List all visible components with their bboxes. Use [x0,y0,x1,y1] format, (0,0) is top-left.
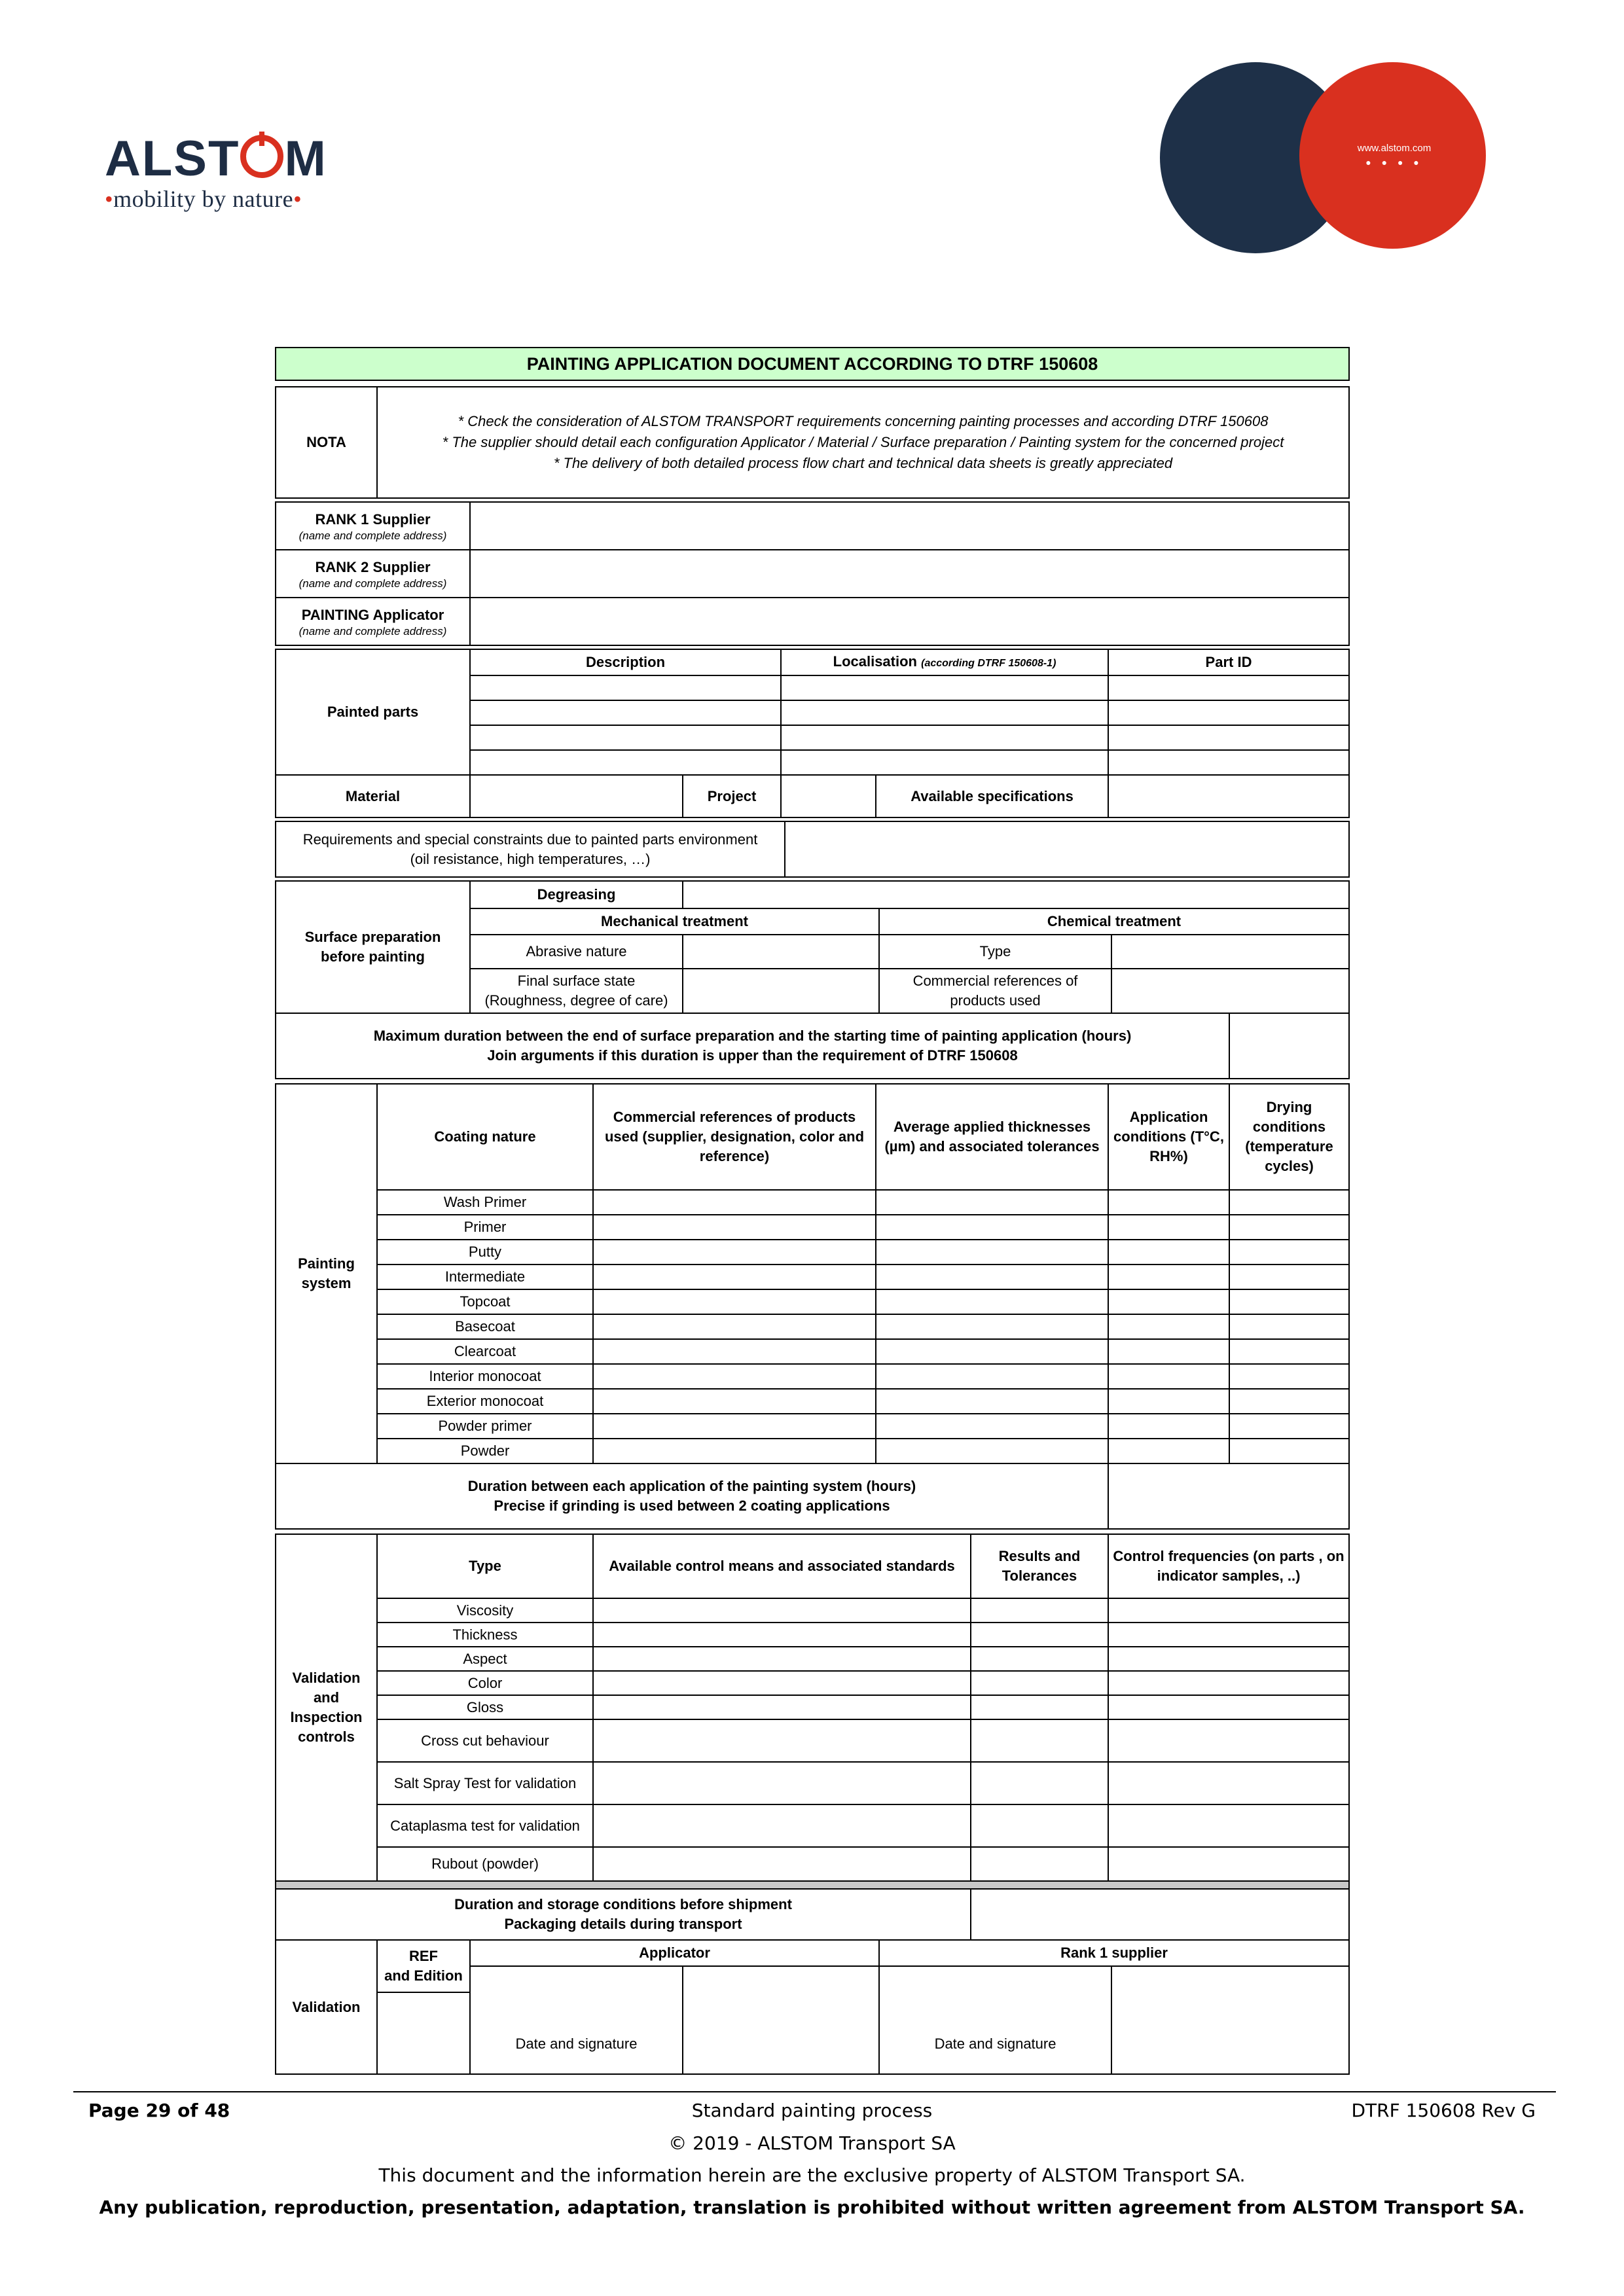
col-control-frequencies: Control frequencies (on parts , on indicator samples, ..) [1108,1534,1349,1598]
decorative-circle-red [1299,62,1486,249]
painted-parts-table [275,649,1350,818]
coating-cell[interactable] [876,1389,1108,1414]
coating-cell[interactable] [1229,1190,1349,1215]
inspection-cell[interactable] [971,1847,1108,1881]
nota-line: * The delivery of both detailed process flow chart and technical data sheets is greatly appreciated [553,455,1173,471]
painting-system-label [276,1084,377,1463]
description-cell[interactable] [470,700,781,725]
inspection-row-label: Thickness [377,1623,593,1647]
duration-between-line: Precise if grinding is used between 2 coating applications [494,1498,890,1514]
final-surface-line: (Roughness, degree of care) [484,992,668,1009]
property-notice: This document and the information herein are the exclusive property of ALSTOM Transport SA. [378,2164,1246,2186]
duration-between-line: Duration between each application of the painting system (hours) [467,1478,916,1494]
coating-cell[interactable] [876,1265,1108,1289]
coating-row-label: Powder [377,1439,593,1463]
applicator-signature-field[interactable] [683,1966,879,2074]
coating-cell[interactable] [1229,1389,1349,1414]
requirements-line: Requirements and special constraints due to painted parts environment [302,831,758,848]
chemical-type-label: Type [879,935,1111,969]
inspection-cell[interactable] [971,1762,1108,1804]
max-duration-table [275,1013,1350,1079]
painting-system-table [275,1083,1350,1464]
painting-system-line: Painting [298,1255,355,1272]
inspection-line: Inspection [290,1709,363,1725]
max-duration-line: Maximum duration between the end of surface preparation and the starting time of painting application (hours) [373,1028,1132,1044]
col-description: Description [470,649,781,675]
inspection-cell[interactable] [1108,1695,1349,1719]
degreasing-field[interactable] [683,881,1349,908]
col-commercial-references: Commercial references of products used (supplier, designation, color and reference) [593,1084,876,1190]
specifications-field[interactable] [1108,775,1349,817]
inspection-cell[interactable] [971,1671,1108,1695]
reproduction-warning: Any publication, reproduction, presentation, adaptation, translation is prohibited without written agreement from ALSTOM Transport SA. [99,2197,1525,2218]
ref-line: and Edition [384,1967,463,1984]
inspection-row-label: Gloss [377,1695,593,1719]
coating-cell[interactable] [1108,1314,1229,1339]
chemical-treatment-header: Chemical treatment [879,908,1349,935]
nota-label: NOTA [276,387,377,498]
inspection-row-label: Rubout (powder) [377,1847,593,1881]
inspection-cell[interactable] [1108,1647,1349,1671]
document-reference: DTRF 150608 Rev G [1351,2100,1536,2121]
inspection-cell[interactable] [971,1695,1108,1719]
abrasive-nature-label: Abrasive nature [470,935,683,969]
shipment-line: Packaging details during transport [504,1916,742,1932]
inspection-row-label: Cross cut behaviour [377,1719,593,1762]
inspection-row-label: Color [377,1671,593,1695]
coating-cell[interactable] [1108,1364,1229,1389]
inspection-cell[interactable] [593,1847,971,1881]
rank2-supplier-label [276,550,470,598]
col-localisation-title: Localisation [833,653,917,670]
inspection-cell[interactable] [593,1762,971,1804]
painting-application-form [275,347,1350,2075]
inspection-table [275,1534,1350,1882]
footer-rule [73,2091,1556,2092]
coating-cell[interactable] [876,1314,1108,1339]
inspection-cell[interactable] [593,1647,971,1671]
form-title: PAINTING APPLICATION DOCUMENT ACCORDING TO DTRF 150608 [276,348,1349,380]
applicator-title: PAINTING Applicator [301,606,444,623]
col-results: Results and Tolerances [971,1534,1108,1598]
coating-cell[interactable] [593,1289,876,1314]
inspection-cell[interactable] [971,1623,1108,1647]
description-cell[interactable] [470,725,781,750]
coating-cell[interactable] [1229,1240,1349,1265]
inspection-cell[interactable] [971,1719,1108,1762]
final-surface-field[interactable] [683,969,879,1013]
coating-cell[interactable] [876,1439,1108,1463]
rank2-supplier-title: RANK 2 Supplier [315,558,431,575]
final-surface-line: Final surface state [517,973,636,989]
inspection-cell[interactable] [1108,1598,1349,1623]
shipment-field[interactable] [971,1889,1349,1940]
painted-parts-label: Painted parts [276,649,470,775]
coating-cell[interactable] [593,1389,876,1414]
ref-edition-label [377,1940,470,1992]
coating-cell[interactable] [593,1439,876,1463]
final-surface-label [470,969,683,1013]
coating-row-label: Primer [377,1215,593,1240]
max-duration-field[interactable] [1229,1013,1349,1079]
validation-table [275,1939,1350,2075]
logo-word-start: ALST [105,131,240,187]
requirements-label [276,821,785,877]
coating-cell[interactable] [1108,1339,1229,1364]
inspection-cell[interactable] [593,1598,971,1623]
coating-cell[interactable] [1108,1439,1229,1463]
commercial-references-label [879,969,1111,1013]
coating-cell[interactable] [1229,1215,1349,1240]
coating-cell[interactable] [876,1190,1108,1215]
page-number: Page 29 of 48 [88,2100,230,2121]
requirements-table [275,821,1350,878]
col-localisation [781,649,1108,675]
coating-cell[interactable] [1229,1364,1349,1389]
duration-between-field[interactable] [1108,1463,1349,1529]
coating-cell[interactable] [593,1364,876,1389]
copyright: © 2019 - ALSTOM Transport SA [668,2132,956,2154]
col-part-id: Part ID [1108,649,1349,675]
coating-cell[interactable] [1108,1414,1229,1439]
coating-row-label: Intermediate [377,1265,593,1289]
rank1-supplier-title: RANK 1 Supplier [315,511,431,528]
col-type: Type [377,1534,593,1598]
inspection-cell[interactable] [593,1719,971,1762]
power-icon [240,135,283,178]
inspection-cell[interactable] [1108,1623,1349,1647]
title-table [275,347,1350,381]
commercial-ref-line: Commercial references of [912,973,1078,989]
inspection-row-label: Cataplasma test for validation [377,1804,593,1847]
col-drying-conditions: Drying conditions (temperature cycles) [1229,1084,1349,1190]
coating-cell[interactable] [876,1240,1108,1265]
localisation-cell[interactable] [781,700,1108,725]
coating-row-label: Powder primer [377,1414,593,1439]
rank1-supplier-label [276,502,470,550]
coating-cell[interactable] [1108,1190,1229,1215]
applicator-sub: (name and complete address) [298,624,447,637]
max-duration-line: Join arguments if this duration is upper than the requirement of DTRF 150608 [487,1047,1018,1064]
coating-row-label: Topcoat [377,1289,593,1314]
coating-cell[interactable] [593,1265,876,1289]
coating-cell[interactable] [593,1215,876,1240]
specifications-label: Available specifications [876,775,1108,817]
supplier-signature-field[interactable] [1111,1966,1349,2074]
col-application-conditions: Application conditions (T°C, RH%) [1108,1084,1229,1190]
rank1-supplier-sub: (name and complete address) [298,529,447,542]
requirements-line: (oil resistance, high temperatures, …) [410,850,651,867]
duration-between-label [276,1463,1108,1529]
coating-cell[interactable] [593,1314,876,1339]
nota-line: * The supplier should detail each configuration Applicator / Material / Surface preparation / Painting system for the concerned project [442,434,1284,450]
inspection-cell[interactable] [593,1804,971,1847]
nota-text [377,387,1349,498]
part-id-cell[interactable] [1108,725,1349,750]
shipment-table [275,1888,1350,1941]
coating-cell[interactable] [1108,1289,1229,1314]
coating-cell[interactable] [1229,1339,1349,1364]
col-coating-nature: Coating nature [377,1084,593,1190]
inspection-line: controls [298,1729,355,1745]
validation-label: Validation [276,1940,377,2074]
inspection-line: and [313,1689,340,1706]
surface-prep-table [275,880,1350,1014]
coating-cell[interactable] [876,1364,1108,1389]
surface-prep-line: Surface preparation [304,929,441,945]
supplier-date-signature[interactable]: Date and signature [879,1966,1111,2074]
col-control-means: Available control means and associated standards [593,1534,971,1598]
part-id-cell[interactable] [1108,675,1349,700]
applicator-field[interactable] [470,598,1349,645]
abrasive-nature-field[interactable] [683,935,879,969]
coating-cell[interactable] [593,1240,876,1265]
inspection-cell[interactable] [1108,1847,1349,1881]
rank1-supplier-field[interactable] [470,502,1349,550]
coating-row-label: Basecoat [377,1314,593,1339]
project-label: Project [683,775,781,817]
coating-row-label: Exterior monocoat [377,1389,593,1414]
inspection-cell[interactable] [1108,1804,1349,1847]
description-cell[interactable] [470,675,781,700]
coating-cell[interactable] [1229,1289,1349,1314]
logo-tagline-row: •mobility by nature• [105,186,302,212]
logo-wordmark [105,131,340,187]
coating-cell[interactable] [593,1414,876,1439]
inspection-cell[interactable] [971,1647,1108,1671]
description-cell[interactable] [470,750,781,775]
coating-cell[interactable] [1108,1215,1229,1240]
shipment-label [276,1889,971,1940]
requirements-field[interactable] [785,821,1349,877]
project-field[interactable] [781,775,876,817]
material-label: Material [276,775,470,817]
coating-cell[interactable] [593,1339,876,1364]
applicator-label [276,598,470,645]
coating-cell[interactable] [1229,1439,1349,1463]
part-id-cell[interactable] [1108,700,1349,725]
coating-cell[interactable] [876,1289,1108,1314]
website-url: www.alstom.com [1357,143,1432,154]
degreasing-label: Degreasing [470,881,683,908]
coating-cell[interactable] [593,1190,876,1215]
coating-cell[interactable] [1108,1240,1229,1265]
inspection-cell[interactable] [593,1623,971,1647]
coating-row-label: Clearcoat [377,1339,593,1364]
inspection-row-label: Viscosity [377,1598,593,1623]
document-title: Standard painting process [691,2100,933,2121]
shipment-line: Duration and storage conditions before shipment [454,1896,792,1912]
coating-row-label: Putty [377,1240,593,1265]
logo-word-end: M [284,131,327,187]
surface-prep-label [276,881,470,1013]
coating-cell[interactable] [876,1414,1108,1439]
coating-cell[interactable] [1229,1314,1349,1339]
applicator-date-signature[interactable]: Date and signature [470,1966,683,2074]
max-duration-label [276,1013,1229,1079]
alstom-logo [105,131,340,213]
rank2-supplier-sub: (name and complete address) [298,577,447,590]
rank1-supplier-header: Rank 1 supplier [879,1940,1349,1966]
rank2-supplier-field[interactable] [470,550,1349,598]
inspection-cell[interactable] [593,1695,971,1719]
coating-cell[interactable] [876,1215,1108,1240]
localisation-cell[interactable] [781,675,1108,700]
part-id-cell[interactable] [1108,750,1349,775]
coating-cell[interactable] [1108,1265,1229,1289]
duration-between-table [275,1463,1350,1530]
surface-prep-line: before painting [321,948,425,965]
social-icons: ● ● ● ● [1365,157,1423,168]
inspection-cell[interactable] [593,1671,971,1695]
commercial-ref-line: products used [950,992,1041,1009]
coating-cell[interactable] [1108,1389,1229,1414]
inspection-cell[interactable] [971,1804,1108,1847]
logo-tagline: mobility by nature [113,186,294,212]
applicator-header: Applicator [470,1940,879,1966]
inspection-line: Validation [292,1670,361,1686]
inspection-row-label: Salt Spray Test for validation [377,1762,593,1804]
mechanical-treatment-header: Mechanical treatment [470,908,879,935]
chemical-type-field[interactable] [1111,935,1349,969]
inspection-cell[interactable] [1108,1671,1349,1695]
inspection-row-label: Aspect [377,1647,593,1671]
nota-table [275,386,1350,499]
col-localisation-sub: (according DTRF 150608-1) [921,657,1056,669]
localisation-cell[interactable] [781,750,1108,775]
material-field[interactable] [470,775,683,817]
commercial-references-field[interactable] [1111,969,1349,1013]
coating-cell[interactable] [876,1339,1108,1364]
suppliers-table [275,501,1350,646]
localisation-cell[interactable] [781,725,1108,750]
coating-row-label: Wash Primer [377,1190,593,1215]
col-thicknesses: Average applied thicknesses (µm) and associated tolerances [876,1084,1108,1190]
inspection-cell[interactable] [1108,1762,1349,1804]
ref-line: REF [409,1948,438,1964]
painting-system-line: system [301,1275,352,1291]
inspection-cell[interactable] [971,1598,1108,1623]
coating-cell[interactable] [1229,1265,1349,1289]
inspection-cell[interactable] [1108,1719,1349,1762]
inspection-label [276,1534,377,1881]
coating-row-label: Interior monocoat [377,1364,593,1389]
coating-cell[interactable] [1229,1414,1349,1439]
ref-edition-field[interactable] [377,1992,470,2074]
nota-line: * Check the consideration of ALSTOM TRANSPORT requirements concerning painting processes and according DTRF 150608 [458,413,1269,429]
